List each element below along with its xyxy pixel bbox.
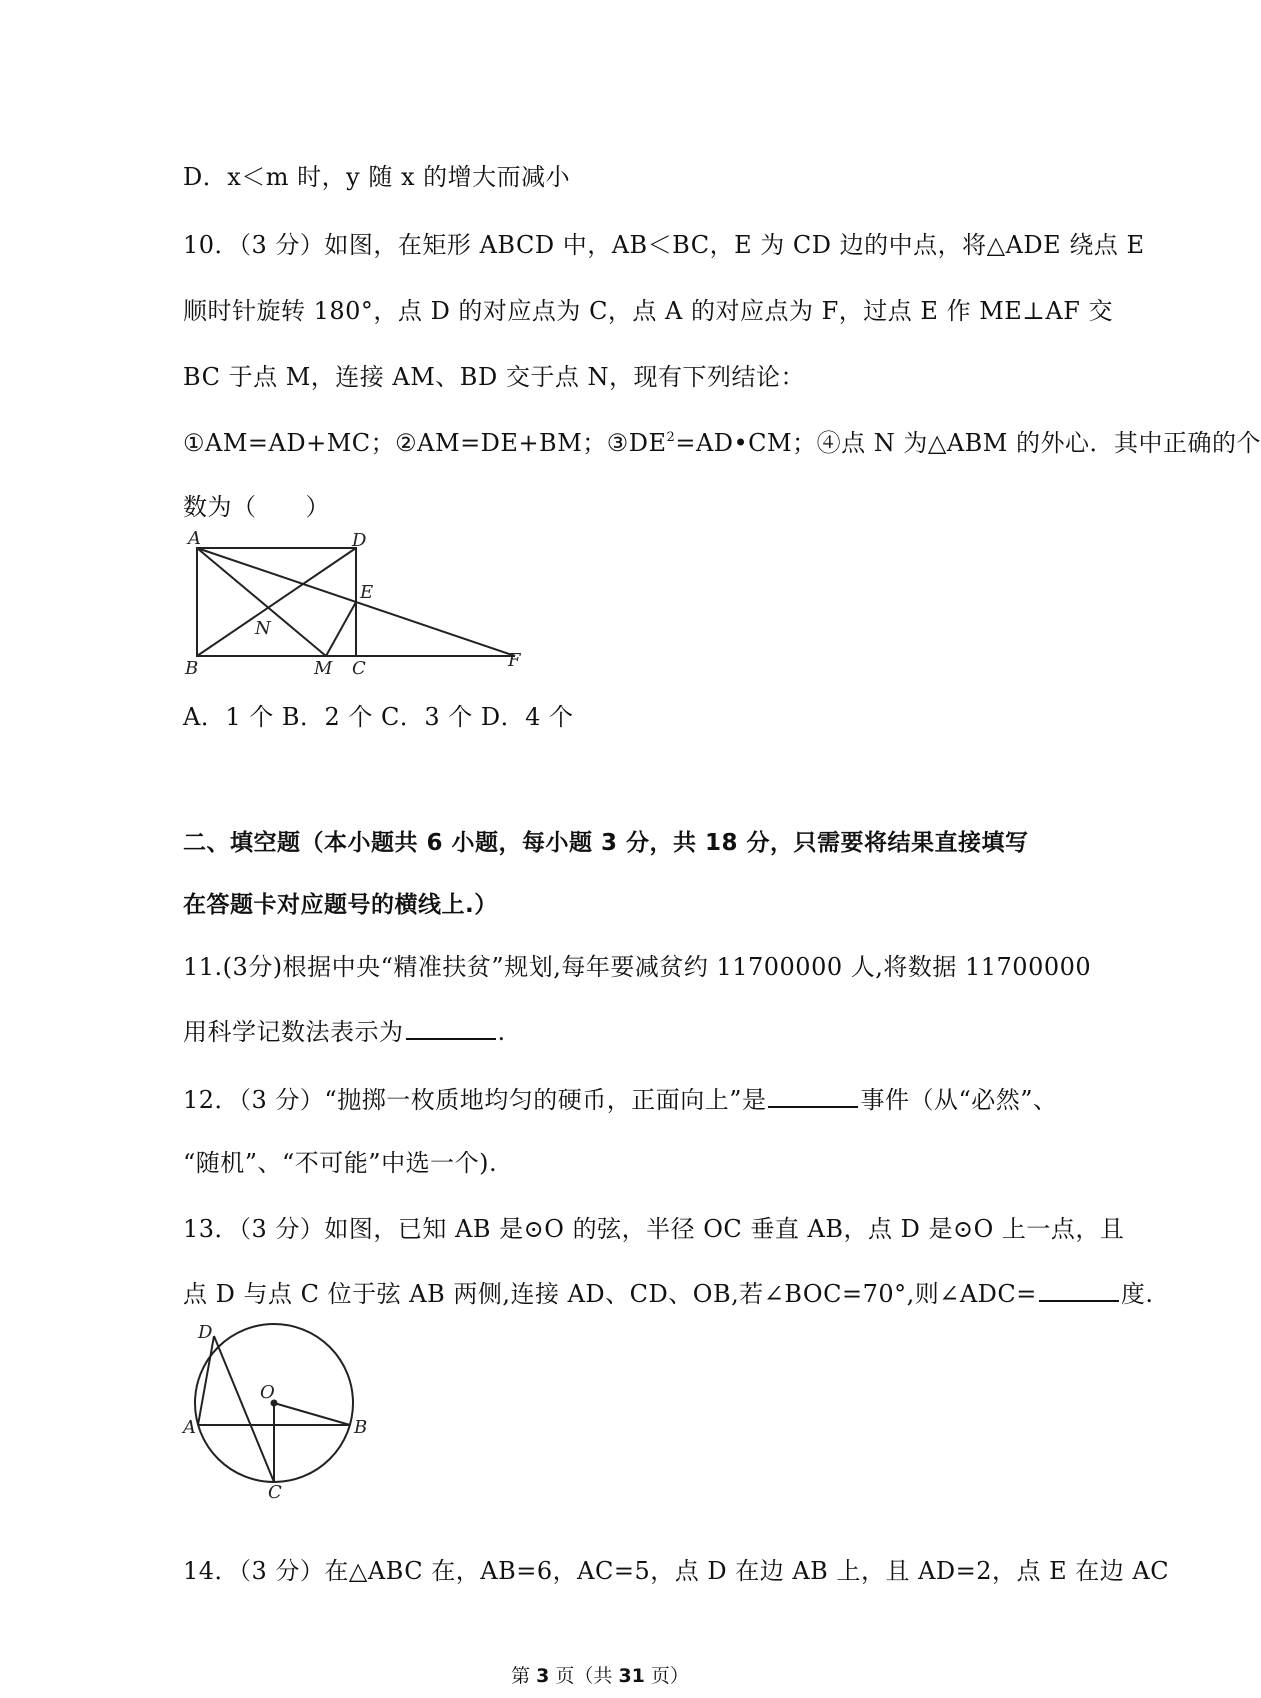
q13-figure — [180, 1320, 370, 1503]
q10-line-4-post: =AD•CM；④点 N 为△ABM 的外心．其中正确的个 — [675, 429, 1261, 457]
q9-option-d: D．x＜m 时，y 随 x 的增大而减小 — [183, 163, 571, 191]
q10-line-3: BC 于点 M，连接 AM、BD 交于点 N，现有下列结论： — [183, 363, 805, 391]
q11-line-2-pre: 用科学记数法表示为 — [183, 1018, 404, 1046]
q12-line-1 — [183, 1082, 1058, 1117]
q10-line-4-pre: ①AM=AD+MC；②AM=DE+BM；③DE — [183, 429, 667, 457]
q13-line-1: 13．（3 分）如图，已知 AB 是⊙O 的弦，半径 OC 垂直 AB，点 D 是⊙O 上一点，且 — [183, 1215, 1125, 1243]
page-footer — [0, 1661, 1200, 1688]
label-b: B — [354, 1417, 368, 1438]
label-f: F — [508, 650, 521, 671]
footer-total-pages: 31 — [618, 1665, 645, 1687]
q10-options: A．1 个 B．2 个 C．3 个 D．4 个 — [183, 703, 574, 731]
label-c: C — [352, 658, 366, 679]
q10-figure — [180, 528, 530, 678]
label-d: D — [198, 1322, 213, 1343]
footer-pre: 第 — [511, 1665, 537, 1687]
q10-superscript: 2 — [666, 430, 676, 445]
q12-line-2: “随机”、“不可能”中选一个). — [183, 1149, 498, 1177]
q13-line-2 — [183, 1276, 1154, 1311]
q14-line-1: 14．（3 分）在△ABC 在，AB=6，AC=5，点 D 在边 AB 上，且 AD=2，点 E 在边 AC — [183, 1557, 1170, 1585]
radius-ob — [274, 1403, 350, 1425]
label-a: A — [188, 528, 201, 549]
label-b: B — [185, 658, 199, 679]
segment-bd — [197, 548, 356, 656]
segment-am — [197, 548, 326, 656]
q11-line-2-post: . — [497, 1018, 506, 1046]
footer-post: 页） — [644, 1665, 689, 1687]
q10-line-4 — [183, 426, 1261, 460]
q13-answer-blank — [1039, 1276, 1119, 1302]
q12-line-1-post: 事件（从“必然”、 — [860, 1086, 1058, 1114]
q11-line-1: 11.(3分)根据中央“精准扶贫”规划,每年要减贫约 11700000 人,将数据 11700000 — [183, 953, 1092, 981]
q10-line-5: 数为（ ） — [183, 493, 330, 521]
label-n: N — [255, 618, 271, 639]
q12-line-1-pre: 12．（3 分）“抛掷一枚质地均匀的硬币，正面向上”是 — [183, 1086, 767, 1114]
label-d: D — [352, 530, 367, 551]
segment-dc — [214, 1336, 274, 1482]
q10-line-1: 10．（3 分）如图，在矩形 ABCD 中，AB＜BC，E 为 CD 边的中点，将△ADE 绕点 E — [183, 231, 1145, 259]
footer-page-number: 3 — [536, 1665, 550, 1687]
section-2-heading-line-2: 在答题卡对应题号的横线上.） — [183, 892, 498, 918]
footer-mid: 页（共 — [549, 1665, 619, 1687]
q13-line-2-pre: 点 D 与点 C 位于弦 AB 两侧,连接 AD、CD、OB,若∠BOC=70°,则∠ADC= — [183, 1280, 1037, 1308]
q11-answer-blank — [406, 1014, 496, 1040]
q11-line-2 — [183, 1014, 506, 1049]
q10-line-2: 顺时针旋转 180°，点 D 的对应点为 C，点 A 的对应点为 F，过点 E 作 ME⊥AF 交 — [183, 297, 1113, 325]
label-e: E — [360, 582, 374, 603]
q13-line-2-post: 度. — [1120, 1280, 1154, 1308]
segment-me — [326, 602, 356, 656]
label-o: O — [260, 1382, 275, 1403]
label-c: C — [268, 1482, 282, 1503]
label-a: A — [183, 1417, 196, 1438]
q12-answer-blank — [768, 1082, 858, 1108]
section-2-heading-line-1: 二、填空题（本小题共 6 小题，每小题 3 分，共 18 分，只需要将结果直接填写 — [183, 830, 1029, 856]
label-m: M — [314, 658, 333, 679]
segment-ad — [198, 1336, 214, 1425]
